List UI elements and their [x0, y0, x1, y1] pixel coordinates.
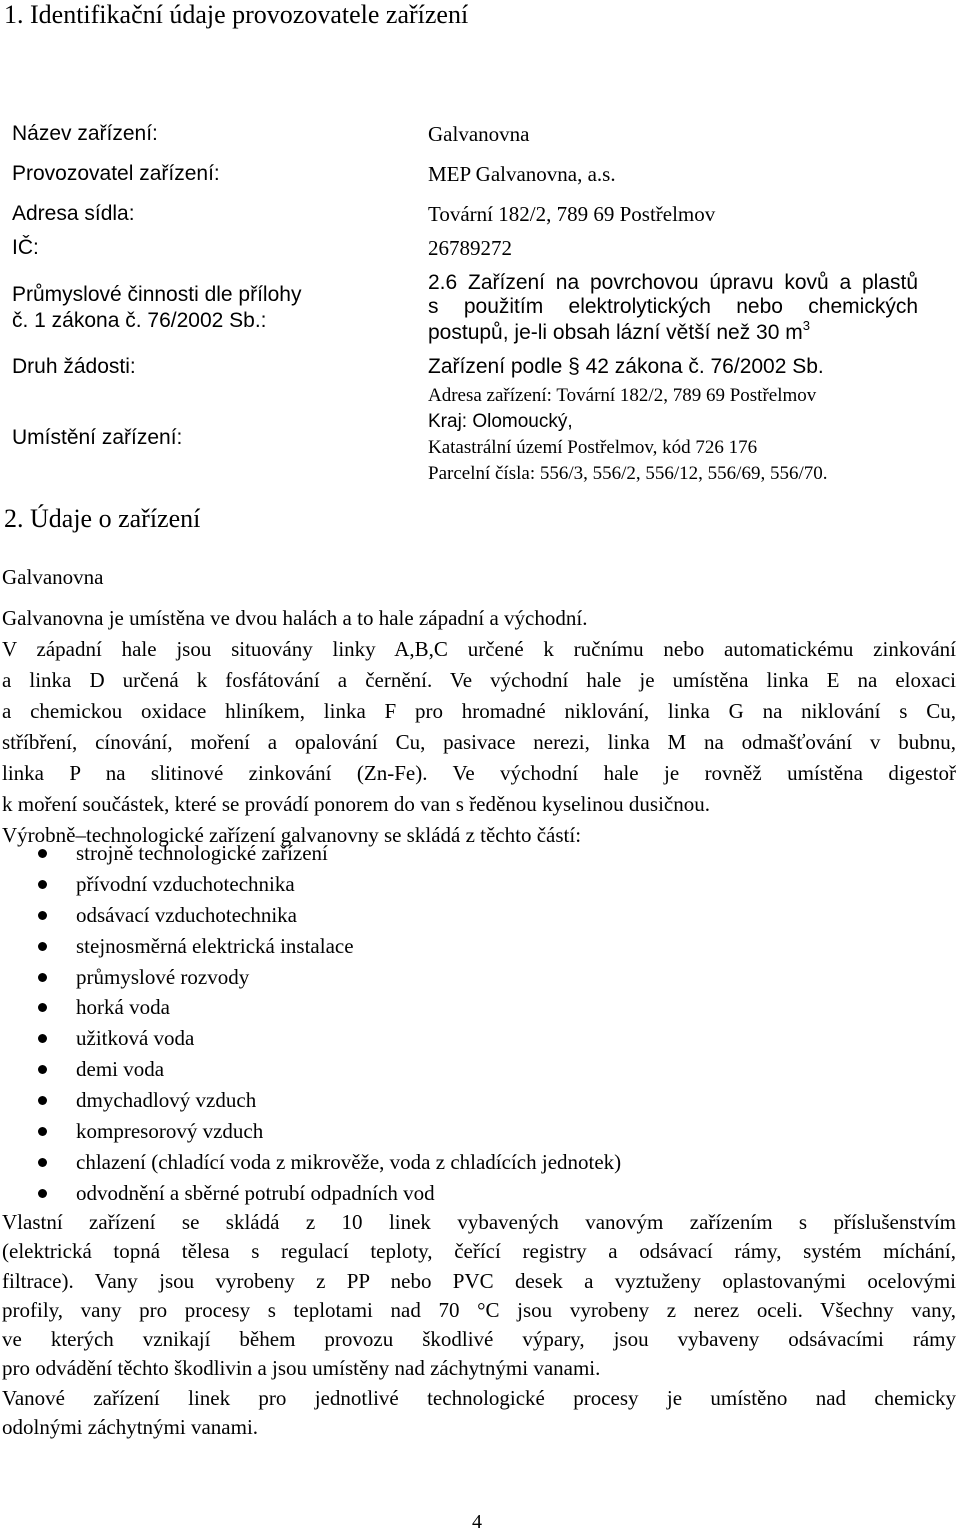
paragraph-line: (elektrická topná tělesa s regulací teploty, čeřící registry a odsávací rámy, systém míchání, — [2, 1239, 956, 1264]
paragraph-line: pro odvádění těchto škodlivin a jsou umístěny nad záchytnými vanami. — [2, 1356, 601, 1381]
paragraph-line: Výrobně–technologické zařízení galvanovny se skládá z těchto částí: — [2, 823, 582, 847]
umisteni-parcely: Parcelní čísla: 556/3, 556/2, 556/12, 556/69, 556/70. — [428, 463, 828, 484]
umisteni-katastr: Katastrální území Postřelmov, kód 726 176 — [428, 437, 758, 458]
list-item: stejnosměrná elektrická instalace — [0, 931, 960, 962]
paragraph-line: stříbření, cínování, moření a opalování Cu, pasivace nerezi, linka M na odmašťování v bubnu, — [2, 730, 956, 754]
list-item: přívodní vzduchotechnika — [0, 869, 960, 900]
label-cinnosti-2: č. 1 zákona č. 76/2002 Sb.: — [12, 309, 267, 332]
paragraph-line: k moření součástek, které se provádí ponorem do van s ředěnou kyselinou dusičnou. — [2, 792, 711, 816]
bullet-icon — [38, 911, 47, 920]
list-item: horká voda — [0, 992, 960, 1023]
value-provozovatel: MEP Galvanovna, a.s. — [428, 162, 616, 186]
value-umisteni — [428, 383, 828, 487]
list-item: demi voda — [0, 1054, 960, 1085]
page-number: 4 — [472, 1511, 482, 1533]
umisteni-kraj: Kraj: Olomoucký, — [428, 411, 573, 432]
value-cinnosti-line-2: s použitím elektrolytických nebo chemických — [428, 295, 918, 318]
bullet-icon — [38, 973, 47, 982]
list-item: chlazení (chladící voda z mikrověže, voda z chladících jednotek) — [0, 1147, 960, 1178]
label-provozovatel: Provozovatel zařízení: — [12, 162, 220, 185]
value-cinnosti — [428, 271, 918, 319]
bullet-icon — [38, 1065, 47, 1074]
paragraph-2 — [2, 1208, 956, 1442]
bullet-icon — [38, 880, 47, 889]
paragraph-line: filtrace). Vany jsou vyrobeny z PP nebo PVC desek a vyztuženy oplastovanými ocelovými — [2, 1268, 956, 1293]
bullet-icon — [38, 1189, 47, 1198]
value-druh: Zařízení podle § 42 zákona č. 76/2002 Sb. — [428, 355, 824, 378]
label-nazev: Název zařízení: — [12, 122, 158, 145]
label-cinnosti-1: Průmyslové činnosti dle přílohy — [12, 283, 302, 306]
subheading-galvanovna: Galvanovna — [2, 565, 104, 589]
label-ic: IČ: — [12, 236, 39, 259]
value-cinnosti-line-3: postupů, je-li obsah lázní větší než 30 $m^3$ — [428, 318, 810, 344]
paragraph-line: Vanové zařízení linek pro jednotlivé technologické procesy je umístěno nad chemicky — [2, 1385, 956, 1410]
bullet-icon — [38, 1096, 47, 1105]
value-ic: 26789272 — [428, 236, 512, 260]
paragraph-line: a linka D určená k fosfátování a černění. Ve východní hale je umístěna linka E na eloxaci — [2, 668, 956, 692]
list-item: odvodnění a sběrné potrubí odpadních vod — [0, 1178, 960, 1209]
paragraph-line: profily, vany pro procesy s teplotami nad 70 °C jsou vyrobeny z nerez oceli. Všechny vany, — [2, 1297, 956, 1322]
paragraph-line: odolnými záchytnými vanami. — [2, 1415, 259, 1440]
component-list — [0, 838, 960, 1209]
section-heading-2: 2. Údaje o zařízení — [4, 504, 201, 533]
list-item: strojně technologické zařízení — [0, 838, 960, 869]
paragraph-line: a chemickou oxidace hliníkem, linka F pro hromadné niklování, linka G na niklování s Cu, — [2, 699, 956, 723]
list-item: kompresorový vzduch — [0, 1116, 960, 1147]
section-heading-1: 1. Identifikační údaje provozovatele zařízení — [4, 0, 469, 29]
list-item: dmychadlový vzduch — [0, 1085, 960, 1116]
paragraph-line: linka P na slitinové zinkování (Zn-Fe). Ve východní hale je rovněž umístěna digestoř — [2, 761, 956, 785]
list-item: odsávací vzduchotechnika — [0, 900, 960, 931]
paragraph-line: Galvanovna je umístěna ve dvou halách a to hale západní a východní. — [2, 606, 588, 630]
list-item: průmyslové rozvody — [0, 962, 960, 993]
umisteni-adresa: Adresa zařízení: Tovární 182/2, 789 69 Postřelmov — [428, 385, 817, 406]
bullet-icon — [38, 849, 47, 858]
bullet-icon — [38, 1003, 47, 1012]
value-nazev: Galvanovna — [428, 122, 530, 146]
paragraph-1 — [2, 603, 956, 851]
label-adresa: Adresa sídla: — [12, 202, 135, 225]
label-druh: Druh žádosti: — [12, 355, 136, 378]
label-umisteni: Umístění zařízení: — [12, 426, 183, 449]
list-item: užitková voda — [0, 1023, 960, 1054]
paragraph-line: ve kterých vznikají během provozu škodlivé výpary, jsou vybaveny odsávacími rámy — [2, 1327, 956, 1352]
value-adresa: Tovární 182/2, 789 69 Postřelmov — [428, 202, 716, 226]
superscript-3: 3 — [802, 318, 810, 333]
bullet-icon — [38, 942, 47, 951]
paragraph-line: V západní hale jsou situovány linky A,B,C určené k ručnímu nebo automatickému zinkování — [2, 637, 956, 661]
bullet-icon — [38, 1127, 47, 1136]
value-cinnosti-line-1: 2.6 Zařízení na povrchovou úpravu kovů a plastů — [428, 271, 918, 294]
bullet-icon — [38, 1158, 47, 1167]
bullet-icon — [38, 1034, 47, 1043]
paragraph-line: Vlastní zařízení se skládá z 10 linek vybavených vanovým zařízením s příslušenstvím — [2, 1210, 956, 1234]
